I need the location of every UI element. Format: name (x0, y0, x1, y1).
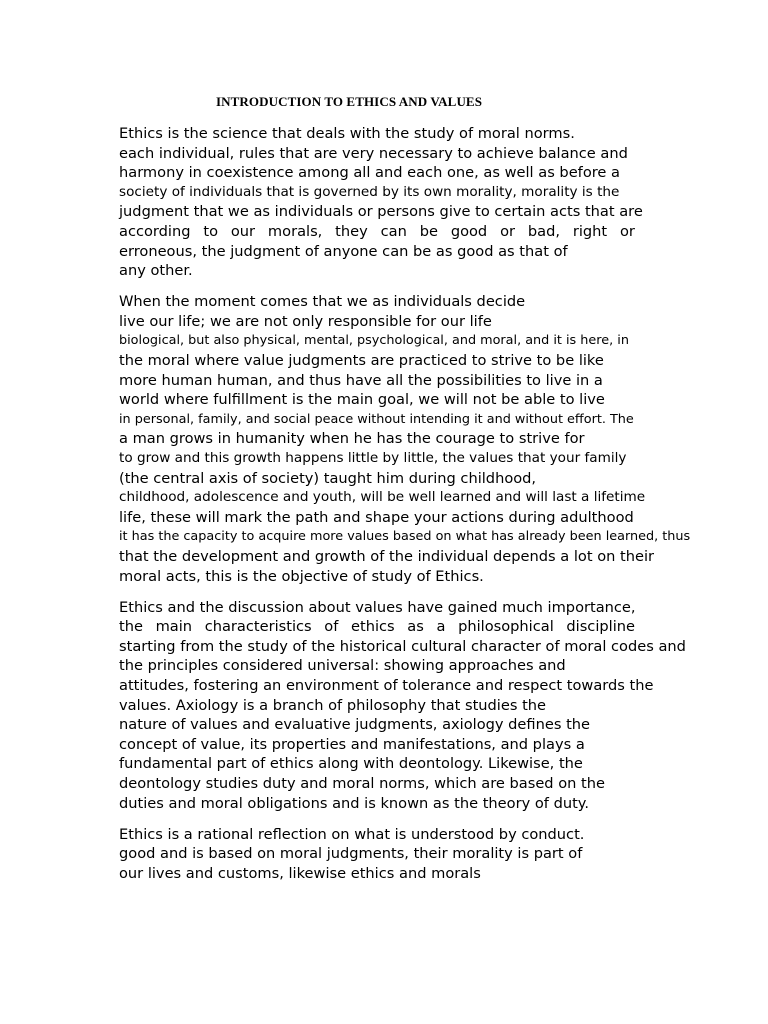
word: good (450, 222, 488, 240)
word: they (335, 222, 368, 240)
word: according (119, 222, 191, 240)
text-line: erroneous, the judgment of anyone can be as good as that of (119, 242, 568, 260)
text-line: Ethics and the discussion about values have gained much importance, (119, 598, 636, 616)
text-line: fundamental part of ethics along with deontology. Likewise, the (119, 755, 583, 773)
word: discipline (566, 618, 635, 636)
text-line: values. Axiology is a branch of philosophy that studies the (119, 696, 547, 714)
text-line: society of individuals that is governed by its own morality, morality is the (119, 183, 620, 200)
word: right (572, 222, 608, 240)
word: characteristics (204, 618, 312, 636)
paragraph-1 (119, 124, 719, 281)
text-line: it has the capacity to acquire more values based on what has already been learned, thus (119, 529, 691, 545)
paragraph-3 (119, 598, 719, 814)
text-line: each individual, rules that are very necessary to achieve balance and (119, 144, 628, 162)
text-line: more human human, and thus have all the possibilities to live in a (119, 371, 603, 389)
word: a (436, 618, 446, 636)
text-line: our lives and customs, likewise ethics and morals (119, 864, 481, 882)
text-line: good and is based on moral judgments, their morality is part of (119, 845, 583, 863)
text-line: that the development and growth of the individual depends a lot on their (119, 547, 655, 565)
text-line: the principles considered universal: showing approaches and (119, 657, 566, 675)
document-body (119, 124, 719, 895)
text-line: the moral where value judgments are practiced to strive to be like (119, 352, 604, 370)
text-line: attitudes, fostering an environment of tolerance and respect towards the (119, 677, 654, 695)
text-line: nature of values and evaluative judgments, axiology defines the (119, 716, 591, 734)
text-line: moral acts, this is the objective of study of Ethics. (119, 567, 484, 585)
text-line: starting from the study of the historical cultural character of moral codes and (119, 637, 686, 655)
text-line: childhood, adolescence and youth, will be well learned and will last a lifetime (119, 489, 646, 506)
word: philosophical (458, 618, 554, 636)
text-line: Ethics is a rational reflection on what is understood by conduct. (119, 825, 585, 843)
text-line: any other. (119, 262, 193, 280)
word: can (380, 222, 407, 240)
text-line: a man grows in humanity when he has the courage to strive for (119, 430, 585, 448)
text-line: deontology studies duty and moral norms, which are based on the (119, 775, 605, 792)
text-line: duties and moral obligations and is known as the theory of duty. (119, 794, 589, 812)
document-title: INTRODUCTION TO ETHICS AND VALUES (216, 94, 483, 109)
word: or (619, 222, 635, 240)
paragraph-4 (119, 825, 719, 884)
word: as (407, 618, 424, 636)
word: our (230, 222, 256, 240)
text-line: concept of value, its properties and manifestations, and plays a (119, 735, 585, 753)
text-line: When the moment comes that we as individuals decide (119, 293, 526, 311)
word: to (203, 222, 219, 240)
justified-line (119, 617, 635, 637)
word: ethics (351, 618, 395, 636)
text-line: world where fulfillment is the main goal, we will not be able to live (119, 391, 605, 409)
word: be (419, 222, 438, 240)
text-line: live our life; we are not only responsible for our life (119, 312, 492, 330)
word: of (324, 618, 339, 636)
paragraph-2 (119, 292, 719, 586)
text-line: harmony in coexistence among all and each one, as well as before a (119, 164, 620, 182)
text-line: judgment that we as individuals or persons give to certain acts that are (119, 203, 643, 221)
justified-line (119, 222, 635, 242)
word: the (119, 618, 143, 636)
text-line: in personal, family, and social peace without intending it and without effort. The (119, 411, 634, 427)
text-line: Ethics is the science that deals with the study of moral norms. (119, 125, 575, 142)
word: bad, (527, 222, 560, 240)
text-line: life, these will mark the path and shape your actions during adulthood (119, 508, 634, 526)
word: or (500, 222, 515, 240)
text-line: (the central axis of society) taught him during childhood, (119, 469, 537, 487)
word: morals, (267, 222, 323, 240)
text-line: to grow and this growth happens little by little, the values that your family (119, 450, 627, 466)
text-line: biological, but also physical, mental, psychological, and moral, and it is here, in (119, 333, 629, 349)
word: main (155, 618, 193, 636)
